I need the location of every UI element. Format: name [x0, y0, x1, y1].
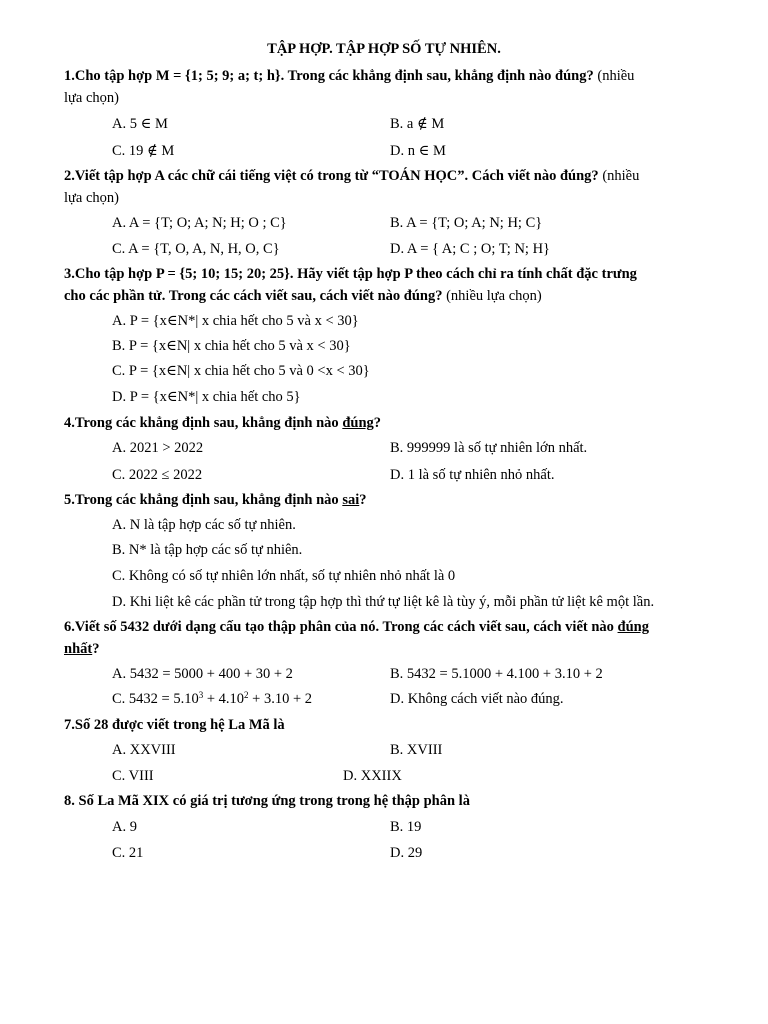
question-4 [64, 413, 704, 433]
q6-option-c-exponent-1: 3 [198, 690, 204, 700]
question-3-note: (nhiều lựa chọn) [442, 288, 542, 304]
question-8 [64, 791, 704, 811]
q5-option-b: B. N* là tập hợp các số tự nhiên. [112, 542, 303, 558]
question-2 [64, 166, 704, 186]
question-2-stem: 2.Viết tập hợp A các chữ cái tiếng việt có trong từ “TOÁN HỌC”. Cách viết nào đúng? [64, 168, 599, 184]
q2-option-a: A. A = {T; O; A; N; H; O ; C} [112, 215, 287, 231]
question-6-qmark: ? [92, 641, 100, 657]
q3-option-c: C. P = {x∈N| x chia hết cho 5 và 0 <x < 30} [112, 363, 370, 379]
q7-option-a: A. XXVIII [112, 742, 176, 758]
question-4-qmark: ? [373, 415, 382, 431]
q8-option-d: D. 29 [390, 845, 423, 861]
q6-option-c-part2: + 4.10 [203, 691, 245, 707]
q6-option-c-part1: C. 5432 = 5.10 [112, 691, 199, 707]
q6-option-c-part3: + 3.10 + 2 [248, 691, 313, 707]
q3-option-d: D. P = {x∈N*| x chia hết cho 5} [112, 389, 301, 405]
question-3-cont [64, 286, 704, 306]
question-4-keyword: đúng [342, 415, 374, 431]
question-1-note-cont: lựa chọn) [64, 90, 119, 106]
question-3-stem: 3.Cho tập hợp P = {5; 10; 15; 20; 25}. Hãy viết tập hợp P theo cách chỉ ra tính chất đặc trưng [64, 266, 637, 282]
question-7-stem: 7.Số 28 được viết trong hệ La Mã là [64, 717, 285, 733]
q5-option-c: C. Không có số tự nhiên lớn nhất, số tự nhiên nhỏ nhất là 0 [112, 568, 456, 584]
q2-option-d: D. A = { A; C ; O; T; N; H} [390, 241, 551, 257]
q5-option-a: A. N là tập hợp các số tự nhiên. [112, 517, 296, 533]
question-1 [64, 66, 704, 86]
q1-option-c: C. 19 ∉ M [112, 143, 175, 159]
q4-option-b: B. 999999 là số tự nhiên lớn nhất. [390, 440, 588, 456]
q4-option-c: C. 2022 ≤ 2022 [112, 467, 203, 483]
question-6-cont [64, 639, 704, 659]
q4-option-d: D. 1 là số tự nhiên nhỏ nhất. [390, 467, 555, 483]
question-8-stem: 8. Số La Mã XIX có giá trị tương ứng trong trong hệ thập phân là [64, 793, 470, 809]
q7-option-c: C. VIII [112, 768, 154, 784]
q8-option-b: B. 19 [390, 819, 422, 835]
question-6-keyword: đúng [617, 619, 649, 635]
q3-option-a: A. P = {x∈N*| x chia hết cho 5 và x < 30} [112, 313, 359, 329]
q7-option-b: B. XVIII [390, 742, 443, 758]
q6-option-c-exponent-2: 2 [244, 690, 249, 700]
q5-option-d: D. Khi liệt kê các phần tử trong tập hợp thì thứ tự liệt kê là tùy ý, mỗi phần tử liệt kê một lần. [112, 594, 655, 610]
question-3-stem-cont: cho các phần tử. Trong các cách viết sau, cách viết nào đúng? [64, 288, 443, 304]
question-6-stem: 6.Viết số 5432 dưới dạng cấu tạo thập phân của nó. Trong các cách viết sau, cách viết nào [64, 619, 618, 635]
q1-option-d: D. n ∈ M [390, 143, 446, 159]
page-title: TẬP HỢP. TẬP HỢP SỐ TỰ NHIÊN. [267, 41, 501, 57]
question-2-note: (nhiều [598, 168, 640, 184]
q2-option-b: B. A = {T; O; A; N; H; C} [390, 215, 543, 231]
q7-option-d: D. XXIIX [343, 768, 402, 784]
q6-option-b: B. 5432 = 5.1000 + 4.100 + 3.10 + 2 [390, 666, 603, 682]
question-3 [64, 264, 704, 284]
q8-option-c: C. 21 [112, 845, 144, 861]
question-5-keyword: sai [342, 492, 360, 508]
question-1-note: (nhiều [593, 68, 635, 84]
question-4-stem: 4.Trong các khẳng định sau, khẳng định nào [64, 415, 343, 431]
q4-option-a: A. 2021 > 2022 [112, 440, 204, 456]
question-6-keyword-cont: nhất [64, 641, 93, 657]
question-1-stem: 1.Cho tập hợp M = {1; 5; 9; a; t; h}. Trong các khẳng định sau, khẳng định nào đúng? [64, 68, 594, 84]
q3-option-b: B. P = {x∈N| x chia hết cho 5 và x < 30} [112, 338, 351, 354]
question-5-qmark: ? [359, 492, 367, 508]
q6-option-a: A. 5432 = 5000 + 400 + 30 + 2 [112, 666, 293, 682]
q8-option-a: A. 9 [112, 819, 137, 835]
question-6 [64, 617, 704, 637]
q6-option-c [112, 689, 312, 709]
q1-option-a: A. 5 ∈ M [112, 116, 168, 132]
question-5 [64, 490, 704, 510]
question-2-note-cont: lựa chọn) [64, 190, 119, 206]
q2-option-c: C. A = {T, O, A, N, H, O, C} [112, 241, 280, 257]
q6-option-d: D. Không cách viết nào đúng. [390, 691, 564, 707]
question-7 [64, 715, 704, 735]
question-5-stem: 5.Trong các khẳng định sau, khẳng định nào [64, 492, 343, 508]
q1-option-b: B. a ∉ M [390, 116, 445, 132]
